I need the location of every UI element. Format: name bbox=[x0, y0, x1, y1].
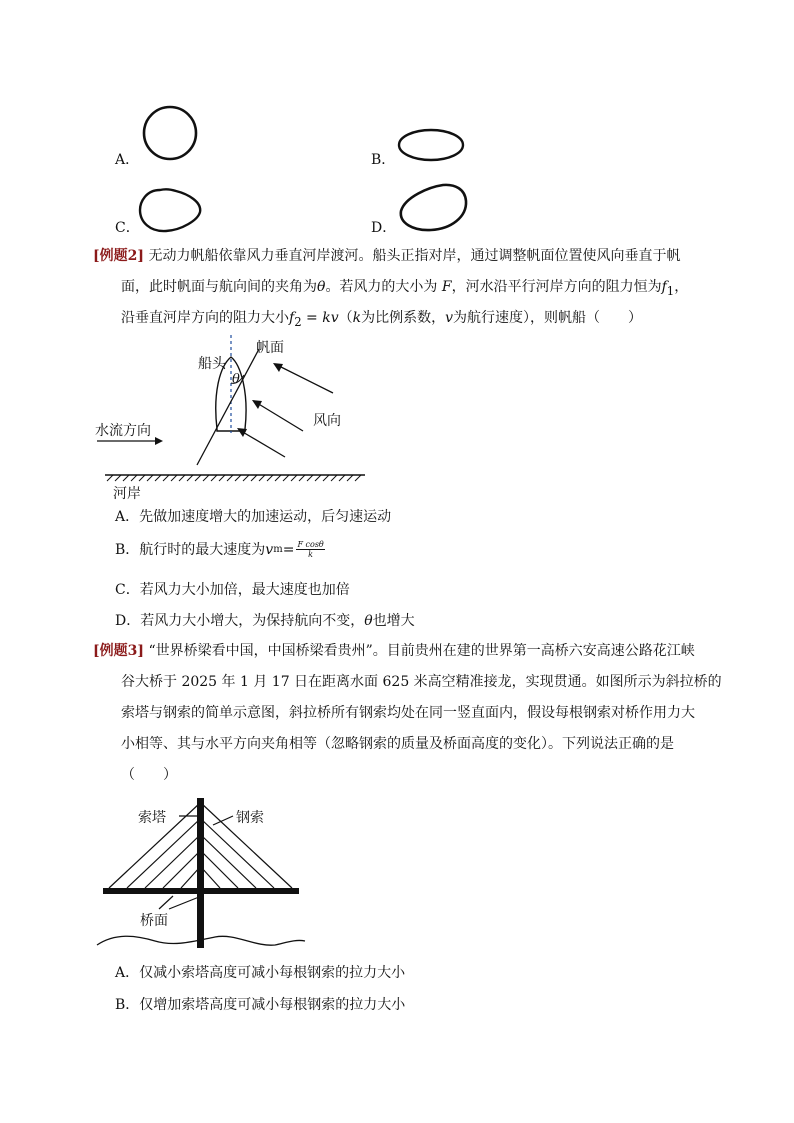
option-d-text: 也增大 bbox=[372, 613, 415, 629]
option-d-text: D．若风力大小增大，为保持航向不变， bbox=[115, 613, 365, 629]
label-sail: 帆面 bbox=[256, 340, 284, 356]
q2-line-1-text: 无动力帆船依靠风力垂直河岸渡河。船头正指对岸，通过调整帆面位置使风向垂直于帆 bbox=[148, 248, 681, 264]
label-cable: 钢索 bbox=[236, 810, 264, 826]
f1-subscript: 1 bbox=[666, 283, 675, 298]
q2-option-b[interactable] bbox=[115, 540, 325, 559]
fraction bbox=[296, 540, 324, 559]
q3-line-1-text: “世界桥梁看中国，中国桥梁看贵州”。目前贵州在建的世界第一高桥六安高速公路花江峡 bbox=[148, 643, 695, 659]
q3-option-a[interactable]: A．仅减小索塔高度可减小每根钢索的拉力大小 bbox=[115, 965, 406, 981]
q3-option-b[interactable]: B．仅增加索塔高度可减小每根钢索的拉力大小 bbox=[115, 997, 406, 1013]
q1-option-d-label: D． bbox=[371, 220, 397, 236]
k-symbol: k bbox=[352, 310, 362, 326]
vm-subscript: m bbox=[273, 543, 283, 555]
q2-text: 为航行速度），则帆船（ ） bbox=[453, 310, 643, 326]
q3-line-4: 小相等、其与水平方向夹角相等（忽略钢索的质量及桥面高度的变化）。下列说法正确的是 bbox=[121, 736, 674, 752]
f1-symbol: f bbox=[661, 279, 667, 295]
q2-text: 。若风力的大小为 bbox=[325, 279, 438, 295]
q3-line-2: 谷大桥于 2025 年 1 月 17 日在距离水面 625 米高空精准接龙，实现贯通。如图所示为斜拉桥的 bbox=[121, 674, 722, 690]
bridge-diagram bbox=[95, 795, 315, 955]
q3-tag: [例题3] bbox=[93, 643, 144, 659]
theta-symbol: θ bbox=[364, 613, 373, 629]
q2-line-2 bbox=[121, 272, 761, 307]
label-flow: 水流方向 bbox=[95, 423, 151, 439]
equals-sign: = bbox=[282, 541, 295, 558]
q2-text: 沿垂直河岸方向的阻力大小 bbox=[121, 310, 289, 326]
f2-equation: = kv bbox=[301, 310, 339, 326]
force-symbol: F bbox=[441, 279, 452, 295]
q1-option-c-label: C． bbox=[115, 220, 140, 236]
q1-option-a-label: A． bbox=[115, 152, 140, 168]
q2-text: ，河水沿平行河岸方向的阻力恒为 bbox=[451, 279, 662, 295]
f2-subscript: 2 bbox=[294, 314, 302, 329]
option-b-text: B．航行时的最大速度为 bbox=[115, 541, 266, 558]
label-bow: 船头 bbox=[198, 356, 226, 372]
f2-symbol: f bbox=[289, 310, 295, 326]
vm-symbol: v bbox=[265, 541, 274, 558]
q1-option-b-label: B． bbox=[371, 152, 396, 168]
q1-option-b-shape bbox=[396, 126, 468, 166]
q2-text: 面，此时帆面与航向间的夹角为 bbox=[121, 279, 317, 295]
q1-option-c-shape bbox=[138, 186, 208, 236]
boat-diagram bbox=[95, 335, 415, 495]
label-deck: 桥面 bbox=[140, 913, 168, 929]
label-tower: 索塔 bbox=[138, 810, 166, 826]
q2-option-c[interactable]: C．若风力大小加倍，最大速度也加倍 bbox=[115, 582, 350, 598]
q2-line-3 bbox=[121, 303, 761, 338]
q2-option-d[interactable] bbox=[115, 612, 415, 630]
q2-option-a[interactable]: A．先做加速度增大的加速运动，后匀速运动 bbox=[115, 509, 392, 525]
label-bank: 河岸 bbox=[113, 486, 141, 502]
q1-option-a-shape bbox=[140, 104, 202, 162]
fraction-numerator: F cosθ bbox=[297, 540, 324, 549]
q2-tag: [例题2] bbox=[93, 248, 144, 264]
q2-text: 为比例系数， bbox=[361, 310, 446, 326]
v-symbol: v bbox=[445, 310, 454, 326]
q2-line-1 bbox=[93, 241, 753, 272]
q3-line-3: 索塔与钢索的简单示意图，斜拉桥所有钢索均处在同一竖直面内，假设每根钢索对桥作用力大 bbox=[121, 705, 695, 721]
q3-line-5: （ ） bbox=[121, 767, 177, 783]
label-theta: θ bbox=[232, 372, 240, 387]
fraction-denominator: k bbox=[308, 550, 314, 559]
q2-text: ， bbox=[674, 279, 689, 295]
q3-line-1 bbox=[93, 636, 753, 667]
q2-text: （ bbox=[338, 310, 353, 326]
q1-option-d-shape bbox=[395, 181, 471, 235]
label-wind: 风向 bbox=[313, 413, 341, 429]
theta-symbol: θ bbox=[317, 279, 326, 295]
